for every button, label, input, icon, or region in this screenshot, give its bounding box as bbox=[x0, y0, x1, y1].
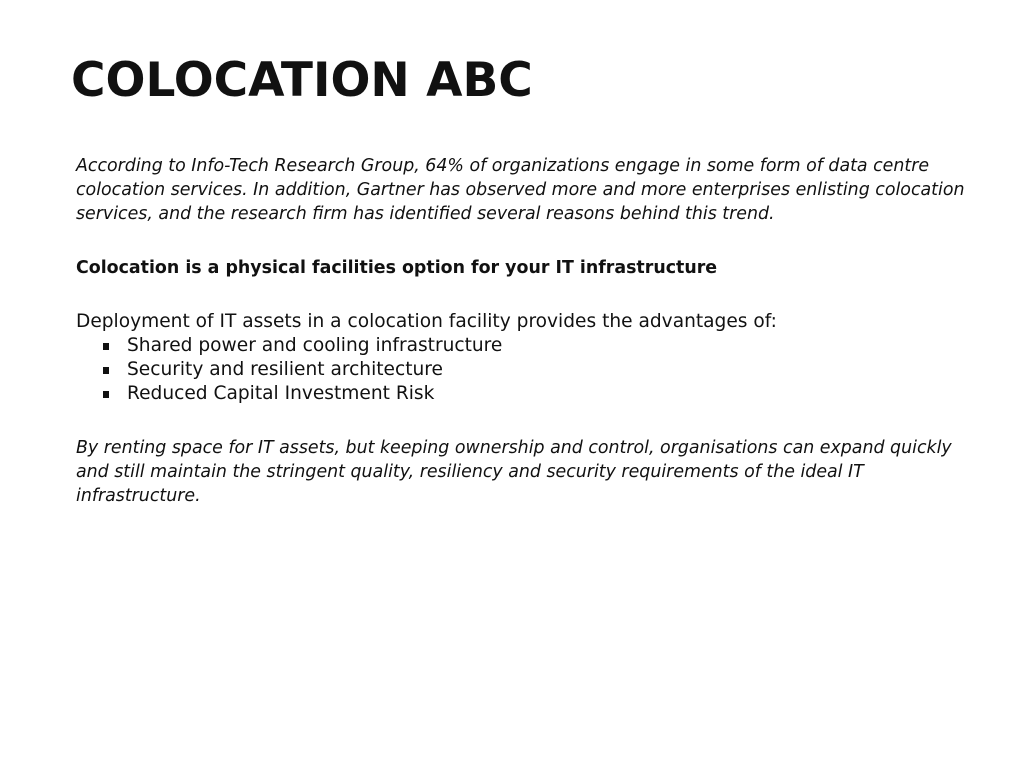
list-item-label: Reduced Capital Investment Risk bbox=[127, 383, 435, 404]
advantages-list bbox=[76, 334, 971, 406]
list-item-label: Security and resilient architecture bbox=[127, 359, 443, 380]
slide-title: COLOCATION ABC bbox=[71, 53, 533, 108]
list-item bbox=[103, 382, 971, 406]
list-item-label: Shared power and cooling infrastructure bbox=[127, 335, 503, 356]
square-bullet-icon bbox=[103, 391, 109, 398]
subheading: Colocation is a physical facilities option for your IT infrastructure bbox=[76, 258, 718, 278]
deployment-lead: Deployment of IT assets in a colocation facility provides the advantages of: bbox=[76, 311, 777, 332]
list-item bbox=[103, 358, 971, 382]
slide-body bbox=[76, 154, 971, 508]
list-item bbox=[103, 334, 971, 358]
square-bullet-icon bbox=[103, 343, 109, 350]
square-bullet-icon bbox=[103, 367, 109, 374]
closing-paragraph: By renting space for IT assets, but keeping ownership and control, organisations can expand quickly and still maintain the stringent quality, resiliency and security requirements of the ideal IT infrastructure. bbox=[76, 438, 952, 506]
intro-paragraph: According to Info-Tech Research Group, 64% of organizations engage in some form of data centre colocation services. In addition, Gartner has observed more and more enterprises enlisting colocation services, and the research firm has identified several reasons behind this trend. bbox=[76, 156, 965, 224]
